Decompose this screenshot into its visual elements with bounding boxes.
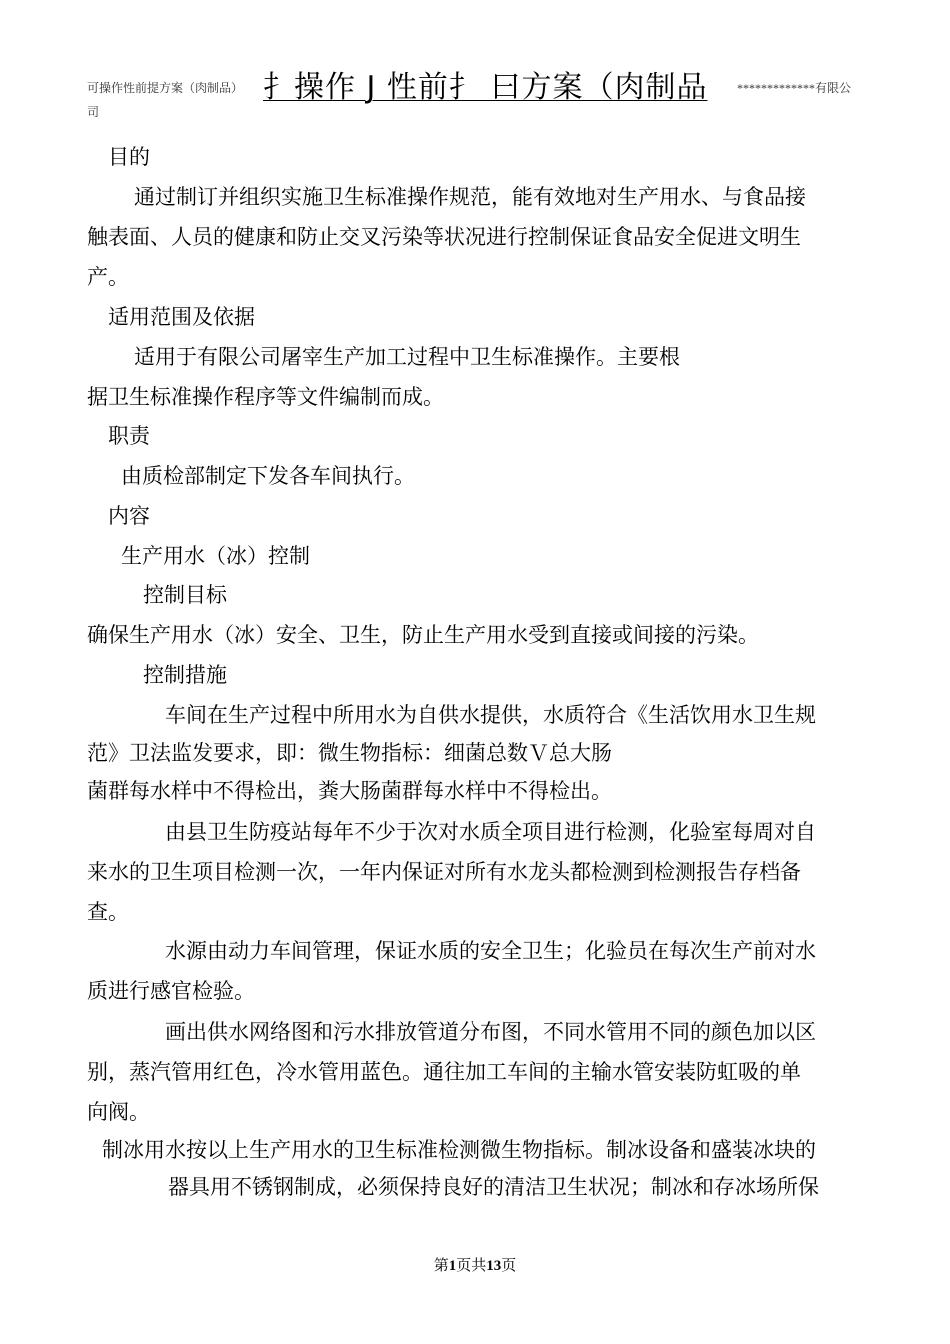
heading-purpose: 目的 [108, 145, 150, 169]
footer-suffix: 页 [501, 1258, 517, 1274]
paragraph-line: 车间在生产过程中所用水为自供水提供，水质符合《生活饮用水卫生规 [165, 703, 816, 727]
footer-middle: 页共 [456, 1258, 487, 1274]
paragraph-line: 来水的卫生项目检测一次，一年内保证对所有水龙头都检测到检测报告存档备 [87, 860, 801, 884]
footer-total-pages: 13 [486, 1258, 502, 1274]
paragraph-line: 质进行感官检验。 [87, 979, 255, 1003]
heading-duties: 职责 [108, 424, 150, 448]
paragraph-line: 由质检部制定下发各车间执行。 [121, 464, 415, 488]
paragraph-line: 触表面、人员的健康和防止交叉污染等状况进行控制保证食品安全促进文明生 [87, 225, 801, 249]
header-wrap: 司 [87, 105, 100, 119]
heading-content: 内容 [108, 504, 150, 528]
header-left-text: 可操作性前提方案（肉制品） [87, 81, 244, 95]
footer-prefix: 第 [433, 1258, 449, 1274]
paragraph-line: 画出供水网络图和污水排放管道分布图，不同水管用不同的颜色加以区 [165, 1020, 816, 1044]
paragraph-line: 确保生产用水（冰）安全、卫生，防止生产用水受到直接或间接的污染。 [87, 623, 759, 647]
paragraph-line: 查。 [87, 900, 129, 924]
paragraph-line: 通过制订并组织实施卫生标准操作规范，能有效地对生产用水、与食品接 [134, 185, 806, 209]
subheading-target: 控制目标 [143, 583, 227, 607]
heading-scope: 适用范围及依据 [108, 305, 255, 329]
paragraph-line: 由县卫生防疫站每年不少于次对水质全项目进行检测，化验室每周对自 [165, 820, 816, 844]
paragraph-line: 水源由动力车间管理，保证水质的安全卫生；化验员在每次生产前对水 [165, 939, 816, 963]
paragraph-line: 范》卫法监发要求，即：微生物指标：细菌总数Ｖ总大肠 [87, 741, 612, 765]
subheading-measures: 控制措施 [143, 663, 227, 687]
page-header [87, 62, 867, 122]
paragraph-line: 制冰用水按以上生产用水的卫生标准检测微生物指标。制冰设备和盛装冰块的 [102, 1138, 816, 1162]
subheading-water: 生产用水（冰）控制 [121, 544, 310, 568]
paragraph-line: 向阀。 [87, 1100, 150, 1124]
header-title: 扌操作 J 性前扌 曰方案（肉制品 [263, 70, 708, 105]
paragraph-line: 器具用不锈钢制成，必须保持良好的清洁卫生状况；制冰和存冰场所保 [168, 1175, 819, 1199]
paragraph-line: 别，蒸汽管用红色，冷水管用蓝色。通往加工车间的主输水管安装防虹吸的单 [87, 1060, 801, 1084]
paragraph-line: 据卫生标准操作程序等文件编制而成。 [87, 385, 444, 409]
header-company: *************有限公 [737, 81, 852, 95]
paragraph-line: 适用于有限公司屠宰生产加工过程中卫生标准操作。主要根 [134, 345, 680, 369]
paragraph-line: 菌群每水样中不得检出，粪大肠菌群每水样中不得检出。 [87, 779, 612, 803]
paragraph-line: 产。 [87, 265, 129, 289]
page-footer [0, 1254, 950, 1275]
footer-page-number: 1 [448, 1258, 457, 1274]
